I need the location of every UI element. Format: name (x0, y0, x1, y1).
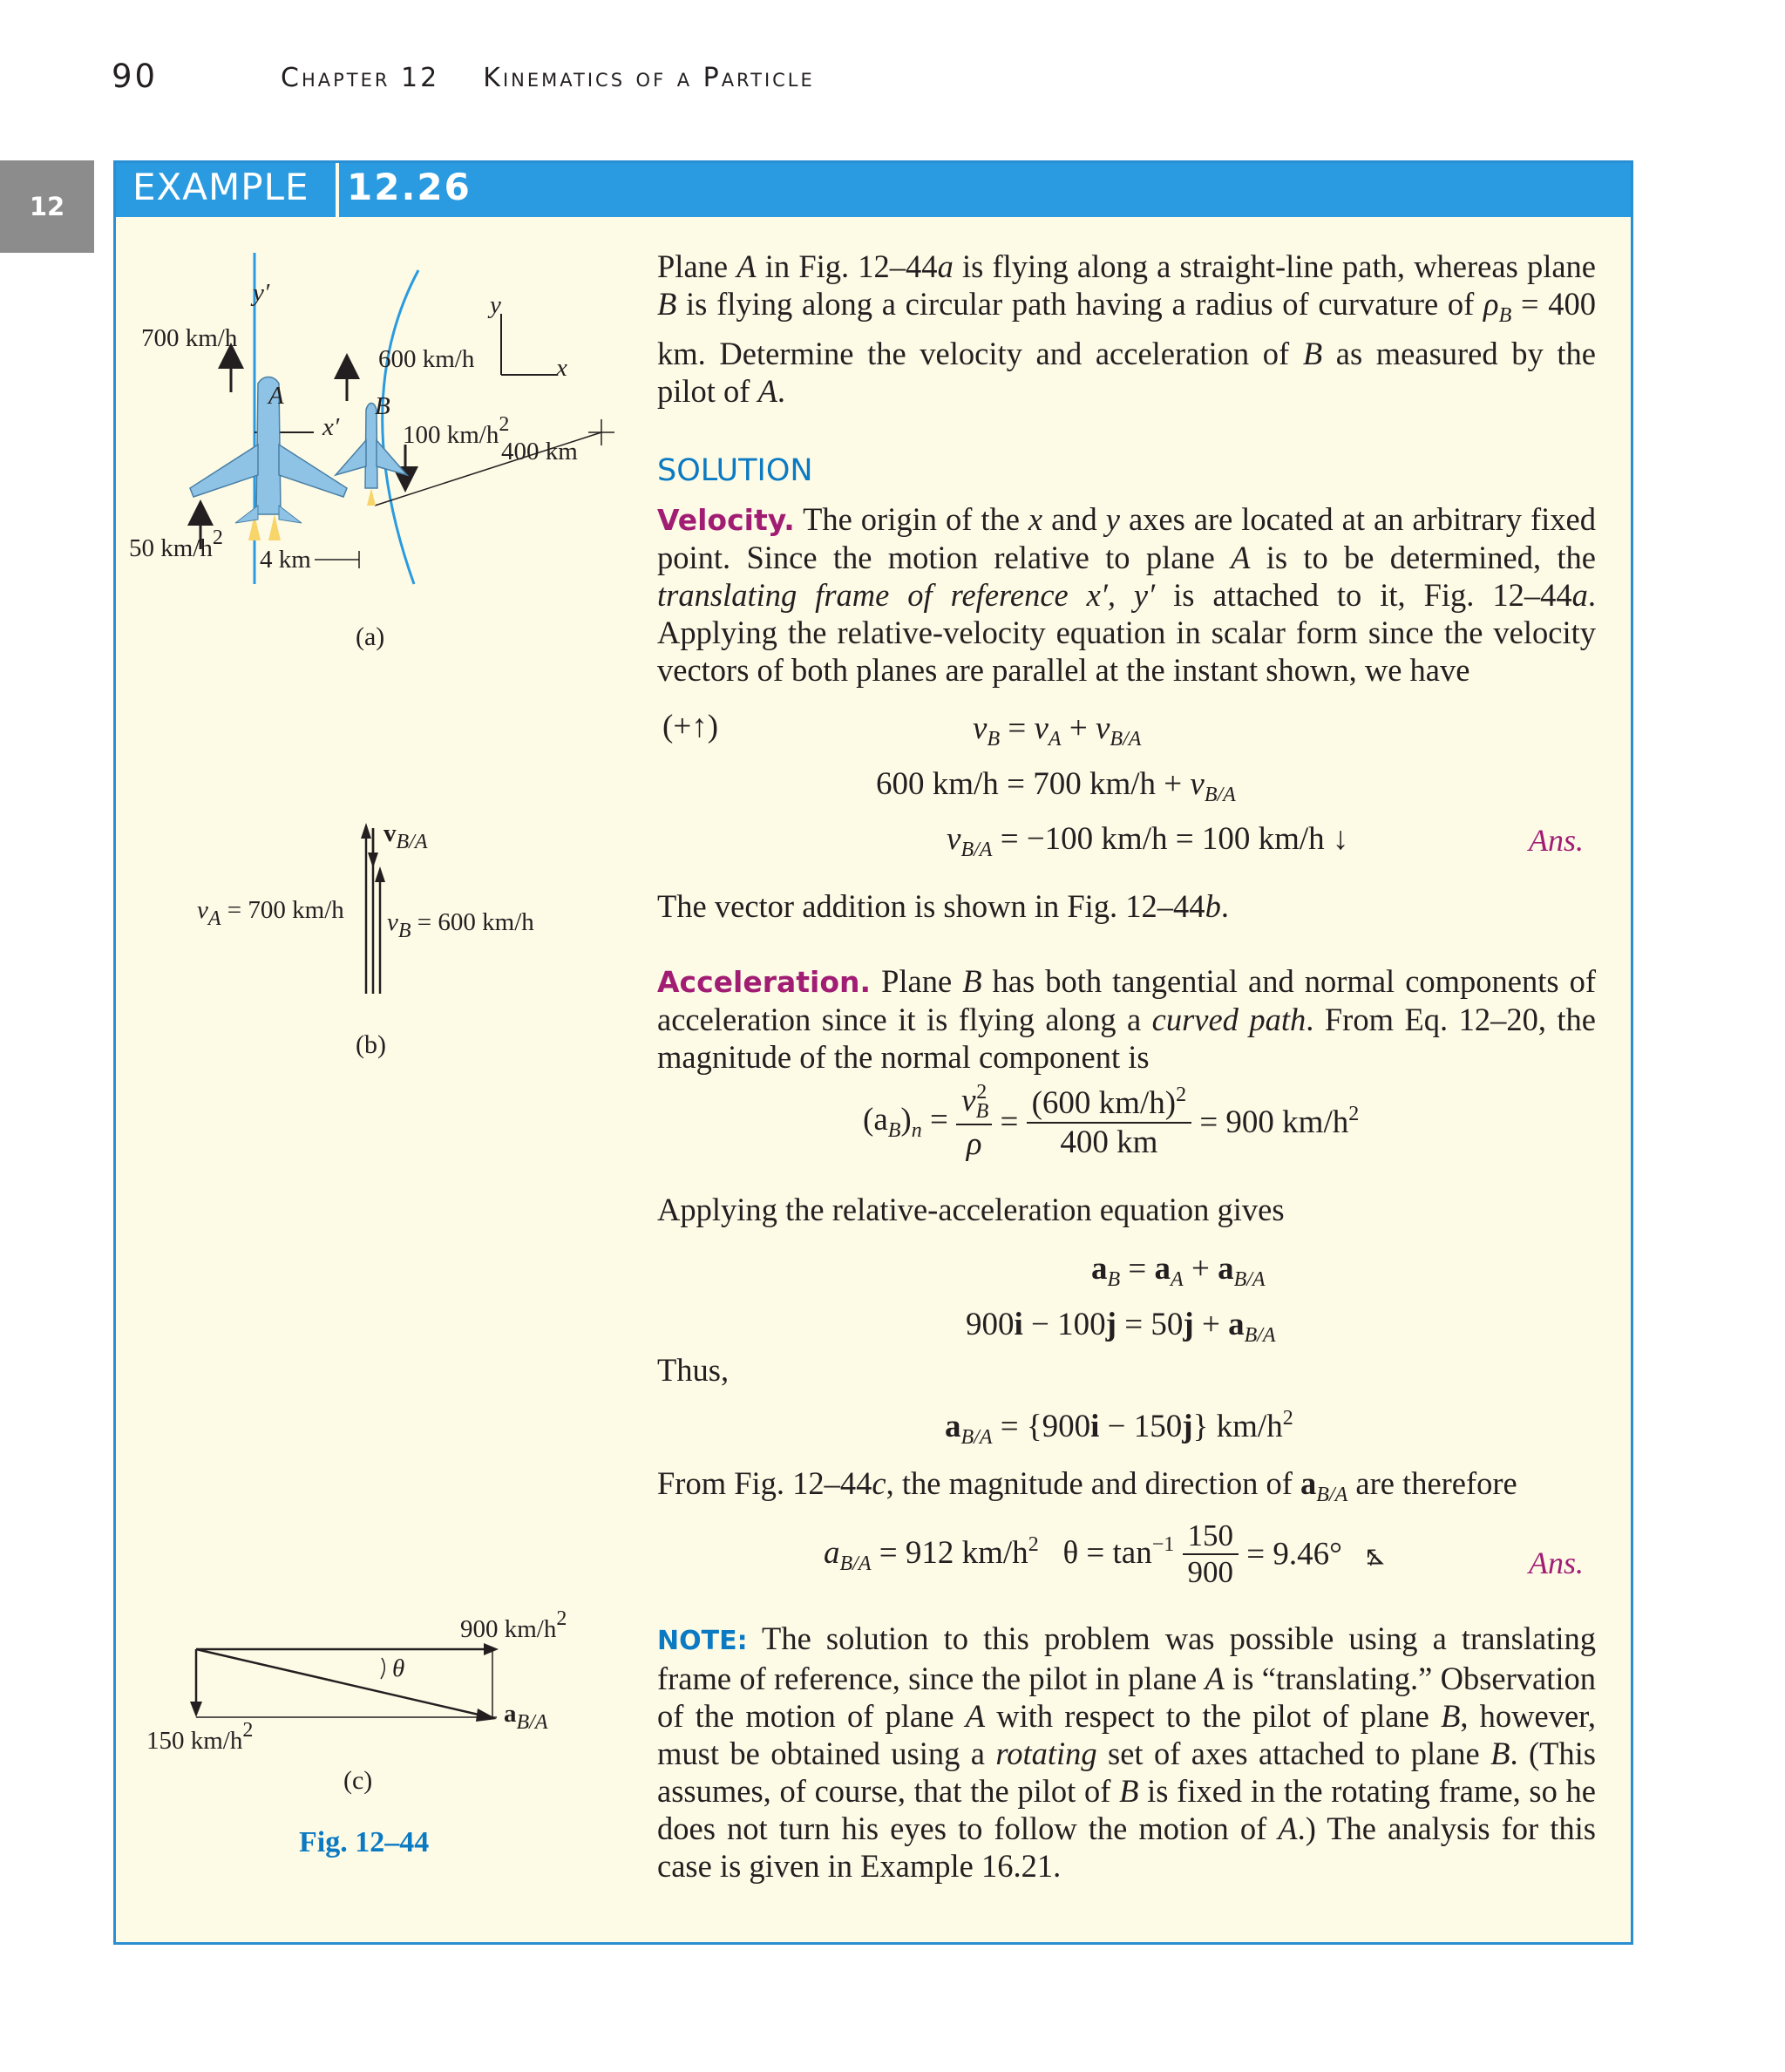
fig-a-caption: (a) (356, 622, 385, 651)
fig-c-theta: θ (392, 1654, 405, 1682)
fig-a-y-prime: y′ (253, 279, 270, 307)
thus-text: Thus, (657, 1352, 730, 1388)
fig-c-top-label: 900 $km/h^2$ (460, 1607, 567, 1643)
problem-statement: Plane A in Fig. 12–44a is flying along a straight-line path, whereas plane B is flying along a circular path having a radius of curvature of $\rho_B = 400$ km. Determine the velocity and acceleration of B as measured by the pilot of A. (657, 248, 1596, 409)
fig-a-label-B: B (375, 392, 390, 420)
note-paragraph: NOTE: The solution to this problem was possible using a translating frame of reference, since the pilot in plane A is “translating.” Observation of the motion of plane A with respect to the pilot of plane B, however, must be obtained using a rotating set of axes attached to plane B. (This assumes, of course, that the pilot of B is fixed in the rotating frame, so he does not turn his eyes to follow the motion of A.) The analysis for this case is given in Example 16.21. (657, 1620, 1596, 1884)
figure-a-diagram (113, 227, 654, 628)
sign-convention: (+↑) (662, 709, 719, 744)
fig-b-vA: $v_A = 700$ km/h (197, 896, 344, 930)
vector-addition-note: The vector addition is shown in Fig. 12–44b. (657, 888, 1229, 924)
example-divider (336, 163, 339, 217)
fig-b-vB: $v_B = 600$ km/h (387, 908, 534, 942)
theta-arc (381, 1658, 384, 1679)
normal-acceleration-equation: $(a_B)_n$ = $\frac{v_B^2}{\rho}$ = $\frac{(600 km/h)^2}{400 km}$ = 900 $km/h^2$ (863, 1081, 1360, 1162)
magnitude-direction-equation: $a_{B/A} = 912$ $km/h^2$ $\theta = \tan^{-1}$ $\frac{150}{900}$ = 9.46° ⦩ (824, 1518, 1385, 1589)
acceleration-answer-tag: Ans. (1529, 1546, 1584, 1580)
page-number: 90 (112, 58, 159, 95)
velocity-paragraph: Velocity. The origin of the x and y axes are located at an arbitrary fixed point. Since the motion relative to plane A is to be determined, the translating frame of reference x′, y′ is attached to it, Fig. 12–44a. Applying the relative-velocity equation in scalar form since the velocity vectors of both planes are parallel at the instant shown, we have (657, 501, 1597, 688)
chapter-tab: 12 (0, 160, 94, 253)
figure-caption: Fig. 12–44 (299, 1826, 430, 1858)
aBA-vector (196, 1649, 490, 1717)
acceleration-equation-1: $a_B = a_A + a_{B/A}$ (1091, 1251, 1266, 1291)
example-label: EXAMPLE (132, 166, 309, 208)
fig-b-caption: (b) (356, 1030, 386, 1059)
fig-b-vBA: $v_{B/A}$ (383, 819, 428, 853)
solution-heading: SOLUTION (657, 453, 813, 488)
fig-a-vA: 700 km/h (141, 324, 238, 352)
fig-c-caption: (c) (343, 1766, 373, 1795)
angle-direction-icon: ⦩ (1366, 1536, 1385, 1573)
fig-a-radius: 400 km (501, 438, 578, 465)
fig-a-aB: 100 $km/h^2$ (403, 413, 510, 449)
velocity-equation-2: 600 km/h = 700 $km/h + v_{B/A}$ (876, 766, 1236, 806)
example-title-bar (116, 163, 1631, 217)
fig-a-x-prime: x′ (322, 413, 340, 441)
velocity-answer-tag: Ans. (1529, 823, 1584, 858)
velocity-equation-1: $v_B = v_A + v_{B/A}$ (973, 710, 1142, 751)
example-number: 12.26 (347, 166, 472, 208)
from-figure-text: From Fig. 12–44c, the magnitude and direction of $a_{B/A}$ are therefore (657, 1465, 1517, 1506)
fig-c-aBA: $a_{B/A}$ (504, 1700, 548, 1734)
fig-a-vB: 600 km/h (378, 345, 475, 373)
velocity-result: $v_{B/A} = -100$ km/h = 100 km/h ↓ (947, 821, 1349, 861)
fig-a-aA: 50 $km/h^2$ (129, 526, 223, 562)
fig-c-left-label: 150 $km/h^2$ (146, 1719, 254, 1755)
fig-a-label-A: A (268, 382, 284, 410)
acceleration-equation-2: $900i - 100j = 50j + a_{B/A}$ (966, 1307, 1276, 1347)
fig-a-x: x (556, 354, 567, 382)
running-head: Chapter 12 Kinematics of a Particle (281, 63, 815, 93)
fig-a-distance: 4 km (256, 546, 315, 574)
fig-a-y: y (490, 291, 501, 319)
applying-text: Applying the relative-acceleration equation gives (657, 1192, 1285, 1227)
acceleration-paragraph: Acceleration. Plane B has both tangential and normal components of acceleration since it is flying along a curved path. From Eq. 12–20, the magnitude of the normal component is (657, 963, 1597, 1075)
acceleration-result: $a_{B/A} = \{900i - 150j\}$ $km/h^2$ (945, 1407, 1293, 1449)
